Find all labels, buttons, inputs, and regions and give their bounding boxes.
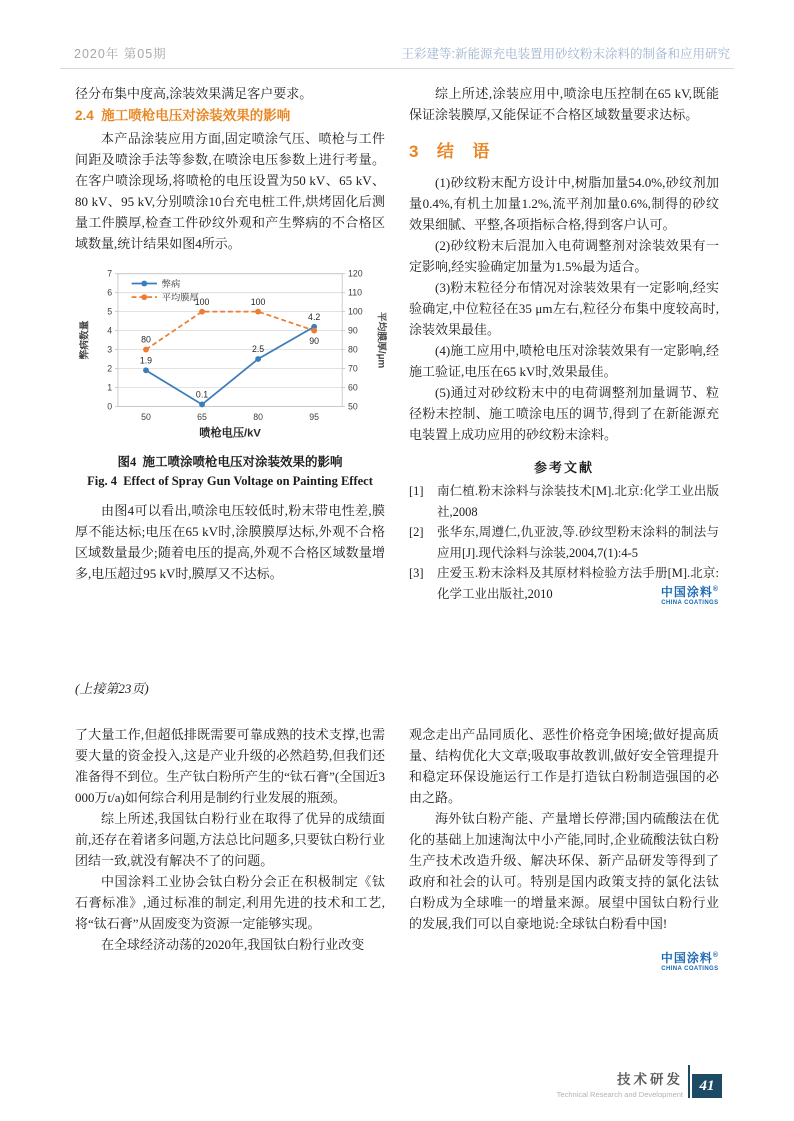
issue-label: 2020年 第05期 [74,47,167,61]
page-header [60,44,734,69]
conclusion-item: (2)砂纹粉末后混加入电荷调整剂对涂装效果有一定影响,经实验确定加量为1.5%最为适合。 [409,238,719,274]
svg-text:7: 7 [107,268,113,279]
paragraph: 海外钛白粉产能、产量增长停滞;国内硫酸法在优化的基础上加速淘汰中小产能,同时,企业硫酸法钛白粉生产技术改造升级、解决环保、新产品研发等得到了政府和社会的认可。特别是国内政策支持的氯化法钛白粉成为全球唯一的增量来源。展望中国钛白粉行业的发展,我们可以自豪地说:全球钛白粉看中国! [409,811,719,931]
article2-left-column [75,724,385,972]
figure4-chart-wrap [77,264,389,449]
figure4-line-chart [77,264,389,444]
conclusion-item: (3)粉末粒径分布情况对涂装效果有一定影响,经实验确定,中位粒径在35 μm左右,粒径分布集中度较高时,涂装效果最佳。 [409,280,719,337]
svg-text:95: 95 [309,412,320,422]
svg-text:100: 100 [250,296,266,307]
svg-text:65: 65 [197,412,207,422]
svg-text:120: 120 [348,268,363,279]
footer-section-en: Technical Research and Development [556,1090,683,1099]
article2-right-column [409,724,719,972]
carryover-text: 径分布集中度高,涂装效果满足客户要求。 [75,86,313,101]
references-list [409,481,719,604]
paragraph: 本产品涂装应用方面,固定喷涂气压、喷枪与工件间距及喷涂手法等参数,在喷涂电压参数上进行考量。在客户喷涂现场,将喷枪的电压设置为50 kV、65 kV、80 kV、95 kV,分别喷涂10台充电桩工件,烘烤固化后测量工件膜厚,检查工件砂纹外观和产生弊病的不合格区域数量,统计结果如图4所示。 [75,131,385,251]
svg-text:100: 100 [194,296,210,307]
section-heading-3: 3 结 语 [409,142,493,161]
conclusion-item: (5)通过对砂纹粉末中的电荷调整剂加量调节、粒径粉末控制、施工喷涂电压的调节,得到了在新能源充电装置上成功应用的砂纹粉末涂料。 [409,385,719,442]
svg-text:5: 5 [107,306,113,317]
paragraph: 中国涂料工业协会钛白粉分会正在积极制定《钛石膏标准》,通过标准的制定,利用先进的技术和工艺,将“钛石膏”从固废变为资源一定能够实现。 [75,874,385,931]
reference-index: [1] [409,484,424,498]
page-number-badge [692,1074,722,1098]
svg-text:80: 80 [253,412,263,422]
svg-text:0: 0 [107,401,113,412]
svg-text:2.5: 2.5 [252,344,265,355]
page-number: 41 [699,1077,715,1094]
svg-text:4: 4 [107,325,113,336]
registered-mark: ® [712,952,719,959]
footer-section-label [557,1068,683,1099]
conclusion-item: (4)施工应用中,喷枪电压对涂装效果有一定影响,经施工验证,电压在65 kV时,效果最佳。 [409,343,719,379]
svg-text:6: 6 [107,287,113,298]
article1-left-column [75,83,385,604]
svg-text:平均膜厚/μm: 平均膜厚/μm [375,311,387,369]
running-title: 王彩建等:新能源充电装置用砂纹粉末涂料的制备和应用研究 [401,47,730,61]
svg-text:50: 50 [348,401,358,412]
conclusion-item: (1)砂纹粉末配方设计中,树脂加量54.0%,砂纹剂加量0.4%,有机土加量1.2%,流平剂加量0.6%,制得的砂纹效果细腻、平整,各项指标合格,得到客户认可。 [409,175,719,232]
china-coatings-logo [661,952,719,972]
svg-text:1.9: 1.9 [139,355,153,366]
svg-text:2: 2 [107,363,113,374]
svg-text:90: 90 [348,325,358,336]
logo-en-text: CHINA COATINGS [661,966,719,972]
paragraph: 在全球经济动荡的2020年,我国钛白粉行业改变 [101,937,365,952]
reference-text: 庄爱玉.粉末涂料及其原材料检验方法手册[M].北京:化学工业出版社,2010 [437,566,719,601]
reference-index: [3] [409,566,424,580]
figure4-caption-cn: 图4 施工喷涂喷枪电压对涂装效果的影响 [117,455,343,470]
figure-4 [75,264,385,491]
reference-item [409,522,719,563]
section-heading-2-4: 2.4 施工喷枪电压对涂装效果的影响 [75,108,291,123]
references-heading: 参考文献 [533,460,594,475]
reference-text: 张华东,周遵仁,仇亚波,等.砂纹型粉末涂料的制法与应用[J].现代涂料与涂装,2004,7(1):4-5 [437,525,719,560]
svg-text:90: 90 [309,336,320,347]
svg-text:1: 1 [107,382,113,393]
article1-right-column [409,83,719,604]
paragraph: 综上所述,我国钛白粉行业在取得了优异的成绩面前,还存在着诸多问题,方法总比问题多,只要钛白粉行业团结一致,就没有解决不了的问题。 [75,811,385,868]
reference-index: [2] [409,525,424,539]
svg-text:60: 60 [348,382,358,393]
svg-text:3: 3 [107,344,113,355]
reference-item [409,481,719,522]
svg-text:100: 100 [348,306,363,317]
journal-page [0,44,794,1121]
footer-section-cn: 技术研发 [617,1072,683,1087]
paragraph: 综上所述,涂装应用中,喷涂电压控制在65 kV,既能保证涂装膜厚,又能保证不合格区域数量要求达标。 [409,86,719,122]
svg-text:70: 70 [348,363,358,374]
article1-section [0,83,794,604]
article2-section [0,724,794,972]
paragraph: 了大量工作,但超低排既需要可靠成熟的技术支撑,也需要大量的资金投入,这是产业升级的必然趋势,但我们还准备得不到位。生产钛白粉所产生的“钛石膏”(全国近3 000万t/a)如何综合利用是制约行业发展的瓶颈。 [75,727,385,805]
china-coatings-logo [661,586,719,606]
figure4-caption-en: Fig. 4 Effect of Spray Gun Voltage on Painting Effect [87,474,373,489]
svg-text:80: 80 [348,344,358,355]
paragraph: 观念走出产品同质化、恶性价格竞争困境;做好提高质量、结构优化大文章;吸取事故教训,做好安全管理提升和稳定环保设施运行工作是打造钛白粉制造强国的必由之路。 [409,727,719,805]
svg-text:110: 110 [348,287,363,298]
registered-mark: ® [712,586,719,593]
logo-row [409,952,719,972]
page-footer [557,1068,722,1099]
svg-text:4.2: 4.2 [308,311,321,322]
paragraph: 由图4可以看出,喷涂电压较低时,粉末带电性差,膜厚不能达标;电压在65 kV时,涂膜膜厚达标,外观不合格区域数量最少;随着电压的提高,外观不合格区域数量增多,电压超过95 kV时,膜厚又不达标。 [75,503,385,582]
logo-en-text: CHINA COATINGS [661,600,719,606]
svg-text:弊病数量: 弊病数量 [79,320,91,360]
logo-cn-text: 中国涂料® [660,951,719,965]
svg-text:80: 80 [141,334,151,345]
svg-text:弊病: 弊病 [161,278,181,289]
svg-text:平均膜厚: 平均膜厚 [161,292,199,303]
continuation-note: (上接第23页) [75,681,149,696]
reference-text: 南仁植.粉末涂料与涂装技术[M].北京:化学工业出版社,2008 [437,484,719,519]
logo-cn-text: 中国涂料® [660,585,719,599]
svg-text:喷枪电压/kV: 喷枪电压/kV [199,427,261,440]
svg-text:0.1: 0.1 [195,389,209,400]
svg-text:50: 50 [141,412,151,422]
